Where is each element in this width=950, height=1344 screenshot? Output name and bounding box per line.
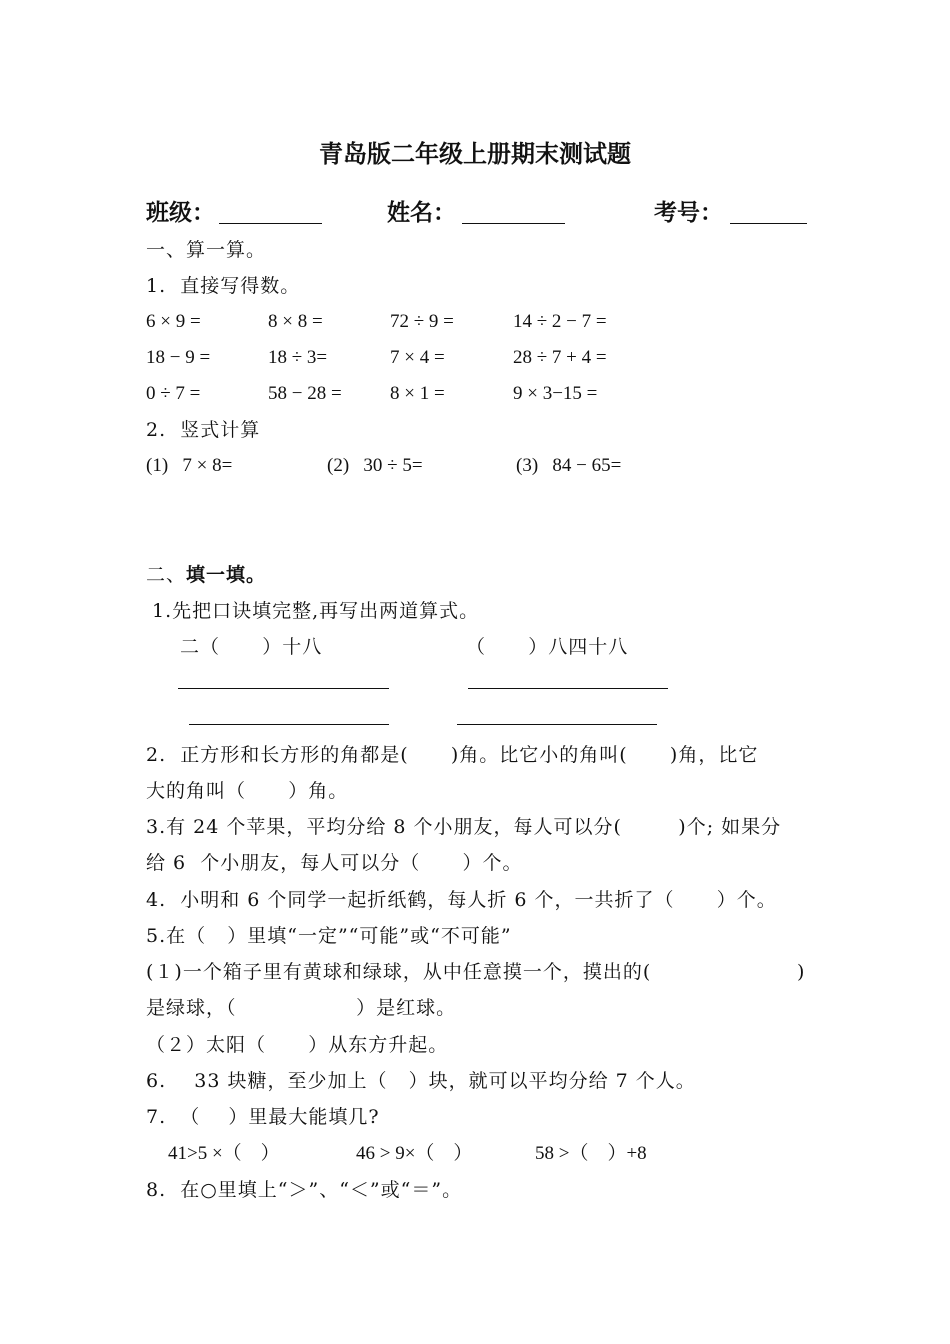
class-blank[interactable] [219,223,322,224]
calc-item: 8 × 8 = [268,311,323,332]
fill-q2-line2: 大的角叫（ ）角。 [146,780,349,802]
calc-item: 18 − 9 = [146,347,211,368]
fill-q8: 8. 在○里填上“＞”、“＜”或“＝”。 [146,1179,463,1201]
fill-q4: 4. 小明和 6 个同学一起折纸鹤，每人折 6 个，一共折了（ ）个。 [146,889,777,911]
fill-q5-1-line2: 是绿球，（ ）是红球。 [146,997,457,1019]
answer-line[interactable] [468,688,668,689]
fill-q3-line1: 3.有 24 个苹果，平均分给 8 个小朋友，每人可以分( )个; 如果分 [146,816,782,838]
calc-item: 72 ÷ 9 = [390,311,454,332]
section1-heading: 一、算一算。 [146,239,267,261]
fill-q1-right: （ ）八四十八 [466,636,629,658]
fill-q5-label: 5.在（ ）里填“一定”“可能”或“不可能” [146,925,512,947]
fill-q6: 6. 33 块糖，至少加上（ ）块，就可以平均分给 7 个人。 [146,1070,696,1092]
name-label: 姓名： [387,200,456,226]
section2-heading-prefix: 二、 [146,564,187,586]
fill-q5-1-paren-close: ) [797,961,806,983]
q1-label: 1. 直接写得数。 [146,275,301,297]
calc-item: 9 × 3−15 = [513,383,598,404]
fill-q1-left: 二（ ）十八 [180,636,323,658]
section2-heading-bold: 填一填。 [186,564,267,586]
fill-q3-line2: 给 6 个小朋友，每人可以分（ ）个。 [146,852,523,874]
calc-item: 18 ÷ 3= [268,347,328,368]
fill-q7-item: 41>5 ×（ ） [168,1143,280,1164]
name-blank[interactable] [462,223,565,224]
section2-heading [146,563,266,587]
number-label: 考号： [654,200,723,226]
page-title: 青岛版二年级上册期末测试题 [319,140,631,168]
fill-q5-2: （２）太阳（ ）从东方升起。 [146,1034,449,1056]
calc-item: 28 ÷ 7 + 4 = [513,347,607,368]
fill-q2-line1: 2. 正方形和长方形的角都是( )角。比它小的角叫( )角，比它 [146,744,759,766]
vertical-calc-item: (3) 84 − 65= [516,455,622,476]
fill-q1-label: 1.先把口诀填完整,再写出两道算式。 [152,600,480,622]
vertical-calc-item: (1) 7 × 8= [146,455,233,476]
calc-item: 0 ÷ 7 = [146,383,201,404]
answer-line[interactable] [178,688,389,689]
q2-label: 2. 竖式计算 [146,419,261,441]
vertical-calc-item: (2) 30 ÷ 5= [327,455,423,476]
calc-item: 8 × 1 = [390,383,445,404]
calc-item: 6 × 9 = [146,311,201,332]
calc-item: 14 ÷ 2 − 7 = [513,311,607,332]
answer-line[interactable] [189,724,389,725]
answer-line[interactable] [457,724,657,725]
calc-item: 58 − 28 = [268,383,342,404]
fill-q7-item: 46 > 9×（ ） [356,1143,473,1164]
class-label: 班级： [146,200,215,226]
number-blank[interactable] [730,223,807,224]
fill-q7-label: 7. （ ）里最大能填几? [146,1106,380,1128]
fill-q7-item: 58 >（ ）+8 [535,1143,647,1164]
calc-item: 7 × 4 = [390,347,445,368]
fill-q5-1-line1: (１)一个箱子里有黄球和绿球，从中任意摸一个，摸出的( [146,961,652,983]
